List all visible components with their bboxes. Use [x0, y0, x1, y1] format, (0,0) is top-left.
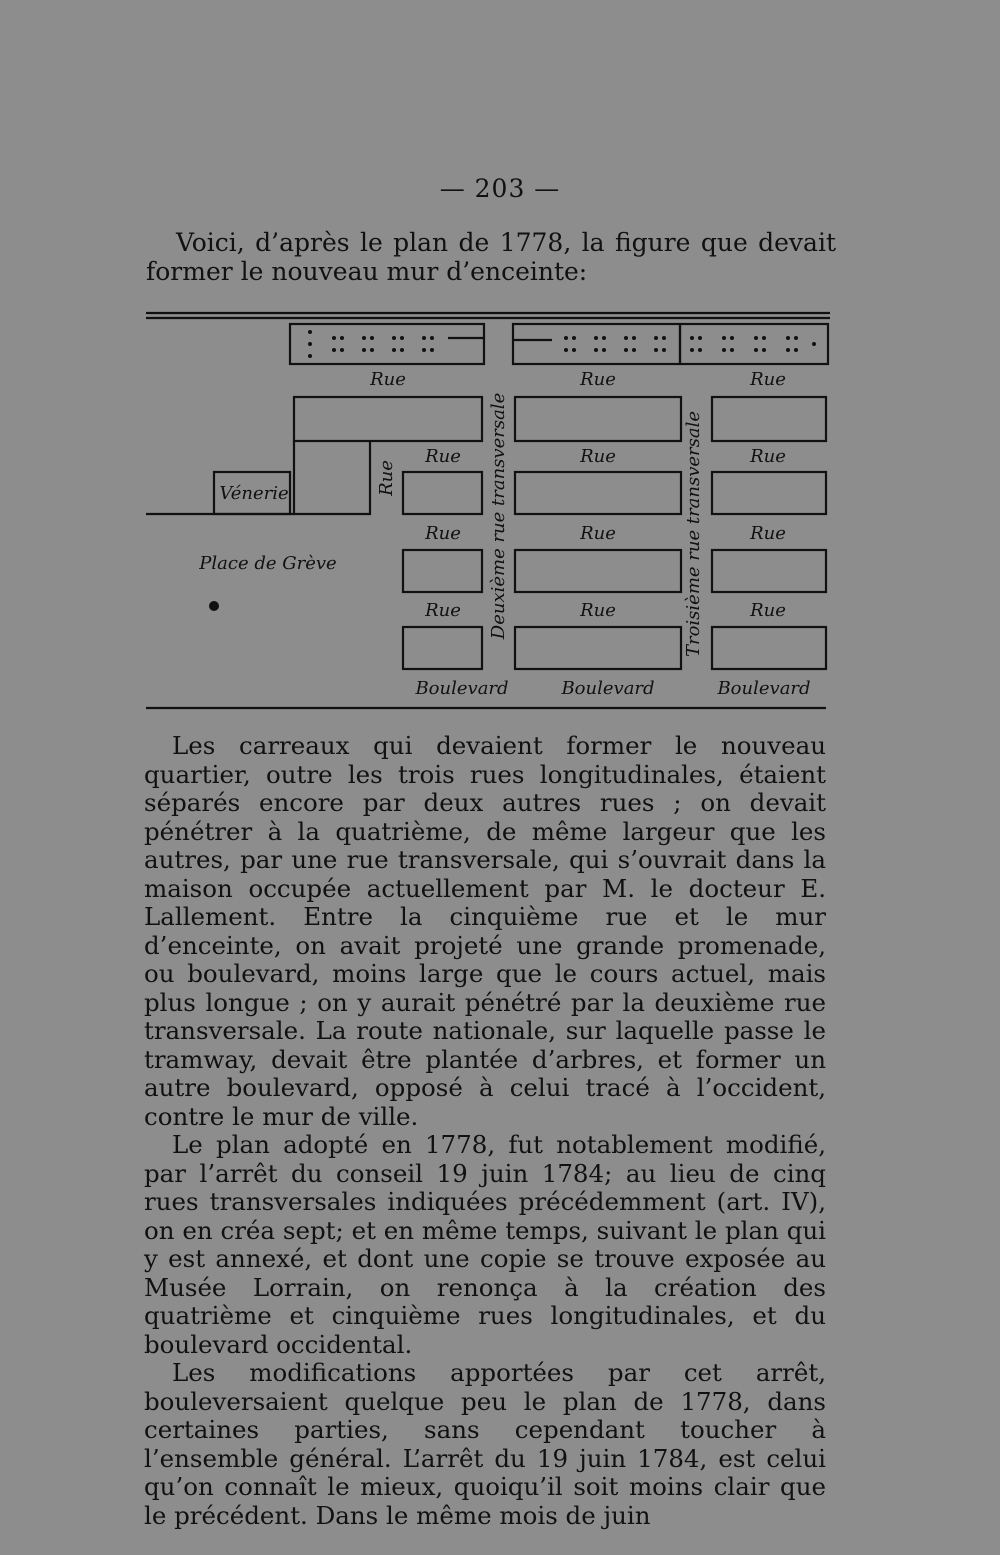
- deuxieme-rue-transversale-label: Deuxième rue transversale: [488, 392, 509, 640]
- house-hatching: [308, 330, 816, 358]
- venerie-label: Vénerie: [219, 483, 289, 504]
- block: [294, 441, 370, 514]
- rue-label: Rue: [750, 446, 786, 467]
- rue-vertical-label: Rue: [376, 460, 397, 496]
- rue-label: Rue: [750, 523, 786, 544]
- body-text: [144, 732, 826, 1530]
- boulevard-label: Boulevard: [561, 678, 655, 699]
- boulevard-label: Boulevard: [415, 678, 509, 699]
- rue-label: Rue: [580, 446, 616, 467]
- block: [515, 550, 681, 592]
- block: [712, 550, 826, 592]
- block: [515, 472, 681, 514]
- block: [712, 627, 826, 669]
- block: [712, 472, 826, 514]
- block: [403, 550, 482, 592]
- top-row-houses-middle: [513, 324, 680, 364]
- block: [403, 627, 482, 669]
- rue-label: Rue: [580, 369, 616, 390]
- rue-label: Rue: [750, 369, 786, 390]
- block: [515, 397, 681, 441]
- rue-label: Rue: [425, 523, 461, 544]
- paragraph: Les carreaux qui devaient former le nouveau quartier, outre les trois rues longitudinales, étaient séparés encore par deux autres rues ; on devait pénétrer à la quatrième, de même largeur que les autres, par une rue transversale, qui s’ouvrait dans la maison occupée actuellement par M. le docteur E. Lallement. Entre la cinquième rue et le mur d’enceinte, on avait projeté une grande promenade, ou boulevard, moins large que le cours actuel, mais plus longue ; on y aurait pénétré par la deuxième rue transversale. La route nationale, sur laquelle passe le tramway, devait être plantée d’arbres, et former un autre boulevard, opposé à celui tracé à l’occident, contre le mur de ville.: [144, 731, 826, 1131]
- block: [403, 472, 482, 514]
- boulevard-label: Boulevard: [717, 678, 811, 699]
- page-number: — 203 —: [439, 174, 561, 203]
- top-row-houses-right: [680, 324, 828, 364]
- block: [515, 627, 681, 669]
- rue-label: Rue: [580, 523, 616, 544]
- paragraph: Le plan adopté en 1778, fut notablement modifié, par l’arrêt du conseil 19 juin 1784; au lieu de cinq rues transversales indiquées précédemment (art. IV), on en créa sept; et en même temps, suivant le plan qui y est annexé, et dont une copie se trouve exposée au Musée Lorrain, on renonça à la création des quatrième et cinquième rues longitudinales, et du boulevard occidental.: [144, 1130, 826, 1359]
- place-de-greve-label: Place de Grève: [199, 553, 337, 574]
- bullet-dot: [209, 601, 219, 611]
- troisieme-rue-transversale-label: Troisième rue transversale: [683, 410, 704, 658]
- rue-label: Rue: [750, 600, 786, 621]
- rue-label: Rue: [425, 600, 461, 621]
- rue-label: Rue: [580, 600, 616, 621]
- block: [712, 397, 826, 441]
- intro-paragraph: Voici, d’après le plan de 1778, la figure que devait former le nouveau mur d’enceinte:: [146, 228, 836, 286]
- rue-label: Rue: [425, 446, 461, 467]
- block: [294, 397, 482, 441]
- street-plan-figure: [0, 306, 1000, 716]
- rue-label: Rue: [370, 369, 406, 390]
- top-row-houses-left: [290, 324, 484, 364]
- paragraph: Les modifications apportées par cet arrêt, bouleversaient quelque peu le plan de 1778, dans certaines parties, sans cependant toucher à l’ensemble général. L’arrêt du 19 juin 1784, est celui qu’on connaît le mieux, quoiqu’il soit moins clair que le précédent. Dans le même mois de juin: [144, 1358, 826, 1530]
